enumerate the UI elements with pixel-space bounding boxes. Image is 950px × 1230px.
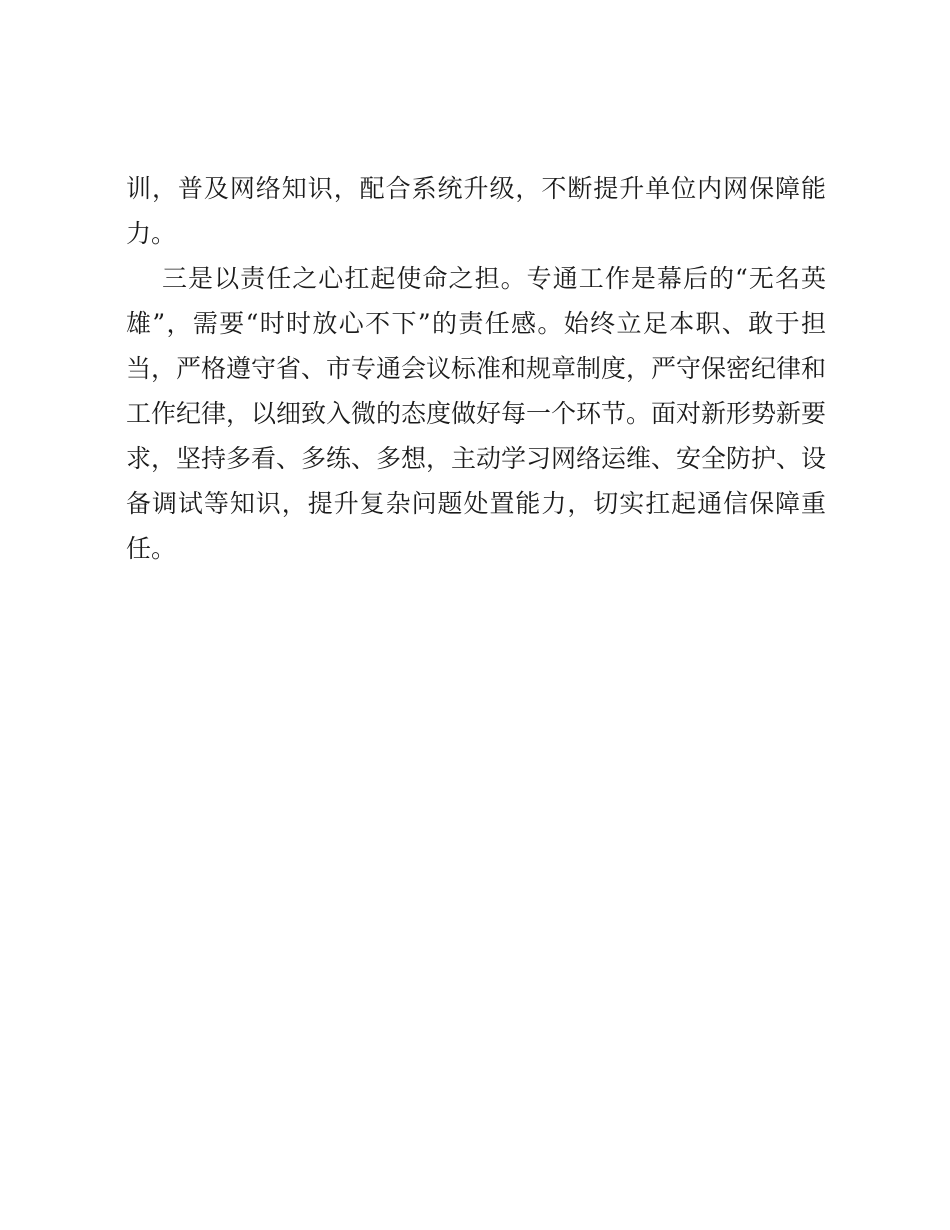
paragraph-line-1: 训，普及网络知识，配合系统升级，不断提升单位内网保障能 bbox=[126, 174, 826, 203]
document-body bbox=[126, 166, 826, 571]
paragraph-line-2: 力。 bbox=[126, 219, 177, 248]
paragraph-line-9: 任。 bbox=[126, 534, 177, 563]
paragraph-line-3: 三是以责任之心扛起使命之担。专通工作是幕后的“无名英 bbox=[162, 264, 826, 293]
paragraph-line-5: 当，严格遵守省、市专通会议标准和规章制度，严守保密纪律和 bbox=[126, 354, 827, 383]
paragraph-line-8: 备调试等知识，提升复杂问题处置能力，切实扛起通信保障重 bbox=[126, 489, 826, 518]
paragraph-line-6: 工作纪律，以细致入微的态度做好每一个环节。面对新形势新要 bbox=[126, 399, 827, 428]
paragraph-line-7: 求，坚持多看、多练、多想，主动学习网络运维、安全防护、设 bbox=[126, 444, 827, 473]
paragraph-line-4: 雄”，需要“时时放心不下”的责任感。始终立足本职、敢于担 bbox=[126, 309, 826, 338]
